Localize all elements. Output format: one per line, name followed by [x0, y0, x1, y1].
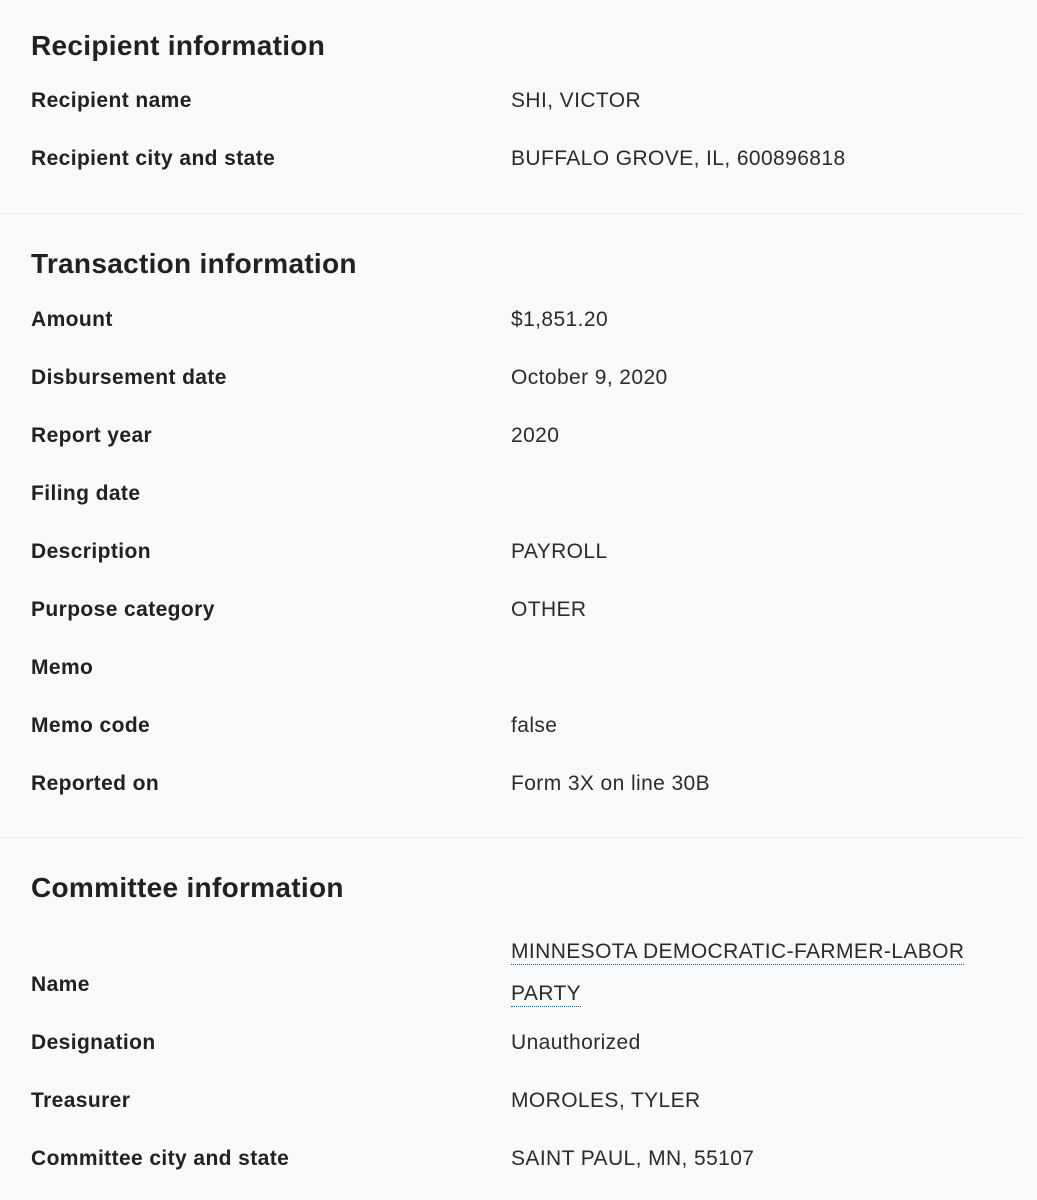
recipient-city-label: Recipient city and state [31, 147, 276, 170]
purpose-category-label: Purpose category [31, 598, 215, 621]
recipient-name-label: Recipient name [31, 89, 192, 112]
treasurer-value: MOROLES, TYLER [511, 1089, 701, 1112]
transaction-section [0, 214, 1022, 838]
transaction-title: Transaction information [31, 248, 357, 279]
reported-on-value: Form 3X on line 30B [511, 772, 711, 795]
disbursement-date-value: October 9, 2020 [511, 366, 668, 389]
disbursement-date-label: Disbursement date [31, 366, 227, 389]
designation-value: Unauthorized [511, 1031, 641, 1054]
recipient-city-value: BUFFALO GROVE, IL, 600896818 [511, 147, 846, 170]
report-year-label: Report year [31, 424, 153, 447]
committee-name-link[interactable] [511, 931, 964, 1015]
purpose-category-value: OTHER [511, 598, 587, 621]
memo-code-value: false [511, 714, 558, 737]
committee-name-label: Name [31, 973, 90, 996]
memo-label: Memo [31, 656, 94, 679]
treasurer-label: Treasurer [31, 1089, 131, 1112]
description-label: Description [31, 540, 151, 563]
committee-name-link-line2[interactable]: PARTY [511, 982, 582, 1005]
memo-code-label: Memo code [31, 714, 151, 737]
recipient-title: Recipient information [31, 30, 326, 61]
committee-title: Committee information [31, 872, 344, 903]
reported-on-label: Reported on [31, 772, 160, 795]
recipient-name-value: SHI, VICTOR [511, 89, 642, 112]
amount-label: Amount [31, 308, 113, 331]
recipient-section [0, 0, 1022, 214]
report-year-value: 2020 [511, 424, 560, 447]
committee-city-label: Committee city and state [31, 1147, 290, 1170]
committee-city-value: SAINT PAUL, MN, 55107 [511, 1147, 755, 1170]
committee-section [0, 838, 1022, 1200]
filing-date-label: Filing date [31, 482, 141, 505]
committee-name-link-line1[interactable]: MINNESOTA DEMOCRATIC-FARMER-LABOR [511, 940, 965, 963]
description-value: PAYROLL [511, 540, 608, 563]
amount-value: $1,851.20 [511, 308, 609, 331]
designation-label: Designation [31, 1031, 156, 1054]
